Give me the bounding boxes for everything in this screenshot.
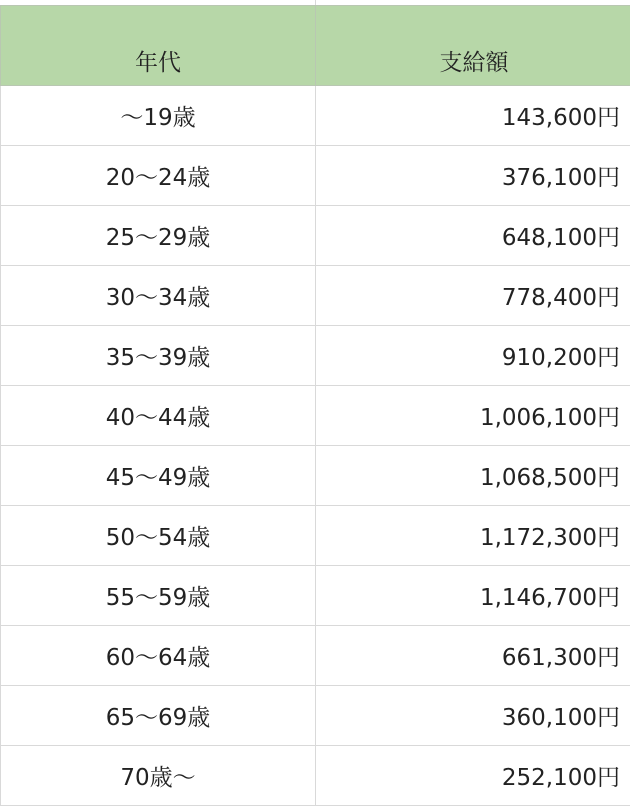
age-cell[interactable]: 55～59歳 — [1, 566, 316, 626]
age-cell[interactable]: 60～64歳 — [1, 626, 316, 686]
amount-cell[interactable]: 1,006,100円 — [316, 386, 630, 446]
table-row — [1, 446, 630, 506]
amount-cell[interactable]: 1,172,300円 — [316, 506, 630, 566]
amount-cell[interactable]: 252,100円 — [316, 746, 630, 806]
table-row — [1, 566, 630, 626]
table-row — [1, 86, 630, 146]
benefit-table — [0, 5, 630, 806]
age-cell[interactable]: 50～54歳 — [1, 506, 316, 566]
table-row — [1, 326, 630, 386]
amount-cell[interactable]: 778,400円 — [316, 266, 630, 326]
amount-cell[interactable]: 1,146,700円 — [316, 566, 630, 626]
age-cell[interactable]: 45～49歳 — [1, 446, 316, 506]
amount-cell[interactable]: 648,100円 — [316, 206, 630, 266]
age-cell[interactable]: ～19歳 — [1, 86, 316, 146]
header-row — [1, 6, 630, 86]
age-cell[interactable]: 35～39歳 — [1, 326, 316, 386]
age-cell[interactable]: 20～24歳 — [1, 146, 316, 206]
amount-cell[interactable]: 376,100円 — [316, 146, 630, 206]
header-cell-amount[interactable]: 支給額 — [316, 6, 630, 86]
amount-cell[interactable]: 360,100円 — [316, 686, 630, 746]
table-row — [1, 146, 630, 206]
amount-cell[interactable]: 910,200円 — [316, 326, 630, 386]
table-row — [1, 266, 630, 326]
amount-cell[interactable]: 143,600円 — [316, 86, 630, 146]
amount-cell[interactable]: 1,068,500円 — [316, 446, 630, 506]
table-row — [1, 206, 630, 266]
age-cell[interactable]: 70歳～ — [1, 746, 316, 806]
table-row — [1, 626, 630, 686]
amount-cell[interactable]: 661,300円 — [316, 626, 630, 686]
header-cell-age[interactable]: 年代 — [1, 6, 316, 86]
table-row — [1, 686, 630, 746]
age-cell[interactable]: 40～44歳 — [1, 386, 316, 446]
age-cell[interactable]: 25～29歳 — [1, 206, 316, 266]
table-row — [1, 386, 630, 446]
age-cell[interactable]: 65～69歳 — [1, 686, 316, 746]
table-row — [1, 506, 630, 566]
table-row — [1, 746, 630, 806]
age-cell[interactable]: 30～34歳 — [1, 266, 316, 326]
